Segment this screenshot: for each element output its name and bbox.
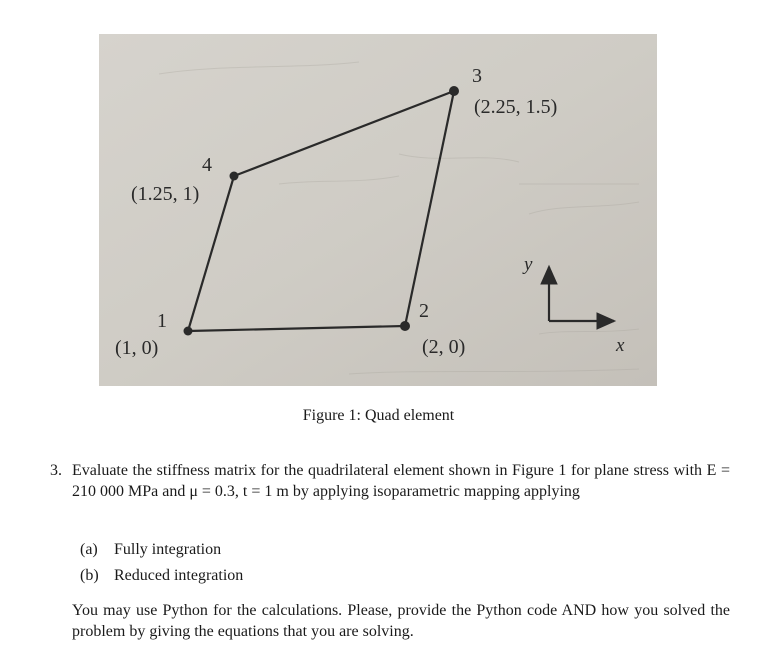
part-text: Reduced integration bbox=[114, 567, 244, 584]
quad-element-diagram bbox=[99, 34, 657, 386]
node-3-marker bbox=[449, 86, 459, 96]
node-4-marker bbox=[230, 172, 239, 181]
node-2-marker bbox=[400, 321, 410, 331]
part-item bbox=[80, 537, 243, 563]
part-item bbox=[80, 563, 243, 589]
node-2-id: 2 bbox=[419, 300, 429, 322]
part-label: (b) bbox=[80, 567, 99, 584]
problem-statement bbox=[50, 460, 730, 502]
figure-caption: Figure 1: Quad element bbox=[302, 407, 455, 424]
x-axis-label: x bbox=[616, 335, 625, 356]
instructions-note: You may use Python for the calculations. Please, provide the Python code AND how you solved the problem by giving the equations that you are solving. bbox=[72, 602, 730, 640]
photo-background bbox=[99, 34, 657, 386]
node-4-id: 4 bbox=[202, 154, 212, 176]
node-1-coord: (1, 0) bbox=[115, 337, 159, 359]
problem-parts bbox=[80, 537, 243, 589]
y-axis-label: y bbox=[524, 254, 533, 275]
node-1-id: 1 bbox=[157, 310, 167, 332]
node-2-coord: (2, 0) bbox=[422, 336, 466, 358]
node-4-coord: (1.25, 1) bbox=[131, 183, 200, 205]
problem-number: 3. bbox=[50, 462, 62, 479]
node-1-marker bbox=[184, 327, 193, 336]
part-text: Fully integration bbox=[114, 541, 222, 558]
problem-text: Evaluate the stiffness matrix for the quadrilateral element shown in Figure 1 for plane stress with E = 210 000 MPa and μ = 0.3, t = 1 m by applying isoparametric mapping applying bbox=[72, 462, 730, 500]
node-3-id: 3 bbox=[472, 65, 482, 87]
part-label: (a) bbox=[80, 541, 98, 558]
figure-photo bbox=[99, 34, 657, 386]
node-3-coord: (2.25, 1.5) bbox=[474, 96, 558, 118]
